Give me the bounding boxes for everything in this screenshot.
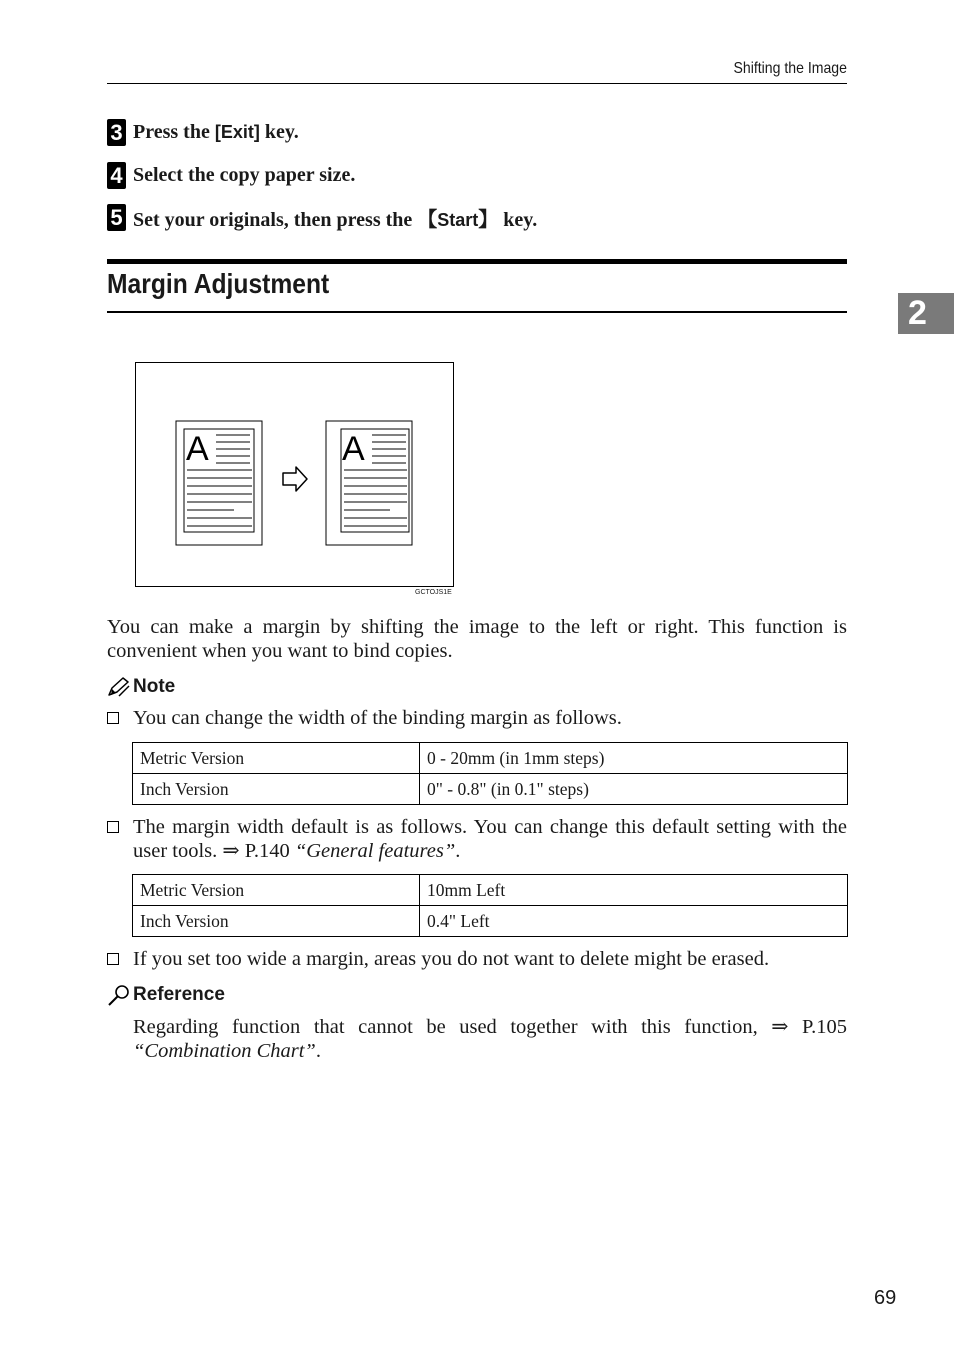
start-key-label: Start	[437, 209, 479, 230]
step-4	[107, 161, 355, 189]
pencil-note-icon	[107, 676, 131, 698]
step-text-after: key.	[259, 120, 299, 143]
note-item-text: You can change the width of the binding margin as follows.	[133, 707, 622, 729]
note-item-text	[133, 815, 847, 863]
table-row	[133, 774, 848, 805]
combination-chart-link[interactable]: “Combination Chart”	[133, 1040, 316, 1062]
binding-margin-range-table	[132, 742, 848, 805]
note-item	[107, 706, 847, 730]
table-cell: 10mm Left	[420, 875, 848, 906]
checkbox-bullet-icon	[107, 821, 119, 833]
table-cell: Inch Version	[133, 774, 420, 805]
step-5	[107, 203, 537, 231]
shifted-page-icon	[326, 421, 412, 545]
reference-label: Reference	[133, 984, 225, 1005]
step-3	[107, 118, 299, 146]
table-cell: 0 - 20mm (in 1mm steps)	[420, 743, 848, 774]
reference-text-after: .	[315, 1040, 321, 1062]
step-text: Select the copy paper size.	[133, 163, 356, 186]
default-margin-table	[132, 874, 848, 937]
exit-key-label: [Exit]	[214, 121, 260, 142]
section-title: Margin Adjustment	[107, 268, 330, 299]
step-text	[133, 203, 537, 232]
reference-text-before: Regarding function that cannot be used together with this function, ⇒ P.105	[133, 1016, 847, 1038]
note-heading	[107, 676, 175, 698]
table-cell: Metric Version	[133, 743, 420, 774]
step-number: 4	[107, 162, 126, 189]
table-cell: 0" - 0.8" (in 0.1" steps)	[420, 774, 848, 805]
note-item-text-after: .	[455, 840, 461, 862]
note-item	[107, 947, 847, 971]
checkbox-bullet-icon	[107, 712, 119, 724]
step-number: 5	[107, 204, 126, 231]
reference-text	[133, 1015, 847, 1063]
figure-code: GCTOJS1E	[415, 589, 452, 596]
original-page-icon	[176, 421, 262, 545]
start-key-open-bracket: 【	[417, 208, 438, 231]
step-text	[133, 121, 299, 144]
step-text-before: Press the	[133, 120, 215, 143]
table-row	[133, 875, 848, 906]
page-glyph: A	[186, 430, 209, 468]
note-item-text-before: The margin width default is as follows. You can change this default setting with the user tools. ⇒ P.140	[133, 816, 847, 862]
step-text-before: Set your originals, then press the	[133, 208, 418, 231]
chapter-tab[interactable]: 2	[898, 293, 954, 334]
step-text-after: key.	[498, 208, 538, 231]
reference-heading	[107, 984, 225, 1006]
section-rule-bottom	[107, 311, 847, 313]
illustration-svg	[136, 363, 453, 586]
note-item-text: If you set too wide a margin, areas you do not want to delete might be erased.	[133, 948, 770, 970]
note-label: Note	[133, 676, 176, 697]
note-item	[107, 815, 847, 863]
page-glyph: A	[342, 430, 365, 468]
step-number: 3	[107, 119, 126, 146]
arrow-right-icon	[283, 467, 307, 491]
table-cell: Inch Version	[133, 906, 420, 937]
intro-paragraph: You can make a margin by shifting the image to the left or right. This function is convenient when you want to bind copies.	[107, 616, 847, 662]
magnifier-reference-icon	[107, 984, 131, 1006]
start-key-close-bracket: 】	[478, 208, 499, 231]
table-cell: Metric Version	[133, 875, 420, 906]
general-features-link[interactable]: “General features”	[294, 840, 456, 862]
section-rule-top	[107, 259, 847, 264]
page-number: 69	[874, 1287, 897, 1309]
checkbox-bullet-icon	[107, 953, 119, 965]
margin-shift-illustration	[135, 362, 454, 587]
header-rule	[107, 83, 847, 84]
table-cell: 0.4" Left	[420, 906, 848, 937]
running-header: Shifting the Image	[733, 60, 847, 77]
table-row	[133, 906, 848, 937]
table-row	[133, 743, 848, 774]
